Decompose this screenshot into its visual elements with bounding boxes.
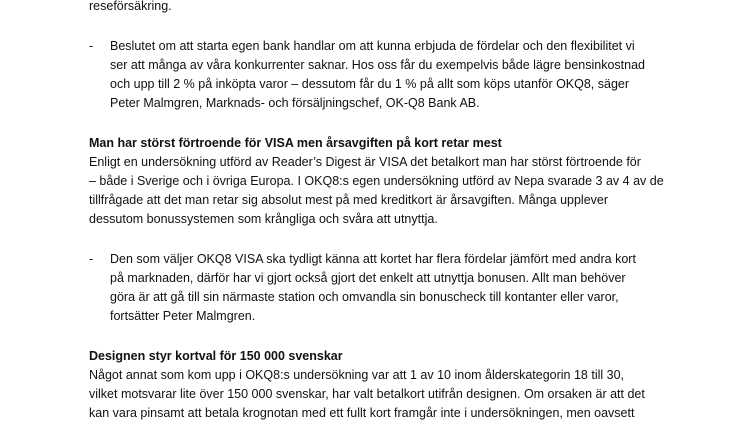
paragraph-line: dessutom bonussystemen som krångliga och svåra att utnyttja. xyxy=(89,212,438,226)
quote-line: och upp till 2 % på inköpta varor – dessutom får du 1 % på allt som köps utanför OKQ8, säger xyxy=(110,77,630,91)
paragraph-line: vilket motsvarar lite över 150 000 svenskar, har valt betalkort utifrån designen. Om orsaken är att det xyxy=(89,387,645,401)
paragraph-line: – både i Sverige och i övriga Europa. I OKQ8:s egen undersökning utförd av Nepa svarade 3 av 4 av de xyxy=(89,174,664,188)
quote-line: Peter Malmgren, Marknads- och försäljningschef, OK-Q8 Bank AB. xyxy=(110,96,480,110)
quote-line: fortsätter Peter Malmgren. xyxy=(110,309,256,323)
quote-line: Beslutet om att starta egen bank handlar om att kunna erbjuda de fördelar och den flexibilitet vi xyxy=(110,39,635,53)
section-heading: Man har störst förtroende för VISA men årsavgiften på kort retar mest xyxy=(89,136,502,150)
intro-paragraph-line: reseförsäkring. xyxy=(89,0,172,13)
quote-bullet: - xyxy=(89,252,94,266)
paragraph-line: kan vara pinsamt att betala krognotan med ett fullt kort framgår inte i undersökningen, men oavsett xyxy=(89,406,635,420)
paragraph-line: Något annat som kom upp i OKQ8:s undersökning var att 1 av 10 inom ålderskategorin 18 till 30, xyxy=(89,368,625,382)
quote-bullet: - xyxy=(89,39,94,53)
paragraph-line: Enligt en undersökning utförd av Reader’s Digest är VISA det betalkort man har störst förtroende för xyxy=(89,155,641,169)
quote-line: göra är att gå till sin närmaste station och omvandla sin bonuscheck till kontanter eller varor, xyxy=(110,290,619,304)
quote-line: Den som väljer OKQ8 VISA ska tydligt känna att kortet har flera fördelar jämfört med andra kort xyxy=(110,252,636,266)
quote-line: ser att många av våra konkurrenter saknar. Hos oss får du exempelvis både lägre bensinkostnad xyxy=(110,58,646,72)
paragraph-line: tillfrågade att det man retar sig absolut mest på med kreditkort är årsavgiften. Många upplever xyxy=(89,193,609,207)
quote-line: på marknaden, därför har vi gjort också gjort det enkelt att utnyttja bonusen. Allt man behöver xyxy=(110,271,626,285)
section-heading: Designen styr kortval för 150 000 svenskar xyxy=(89,349,343,363)
